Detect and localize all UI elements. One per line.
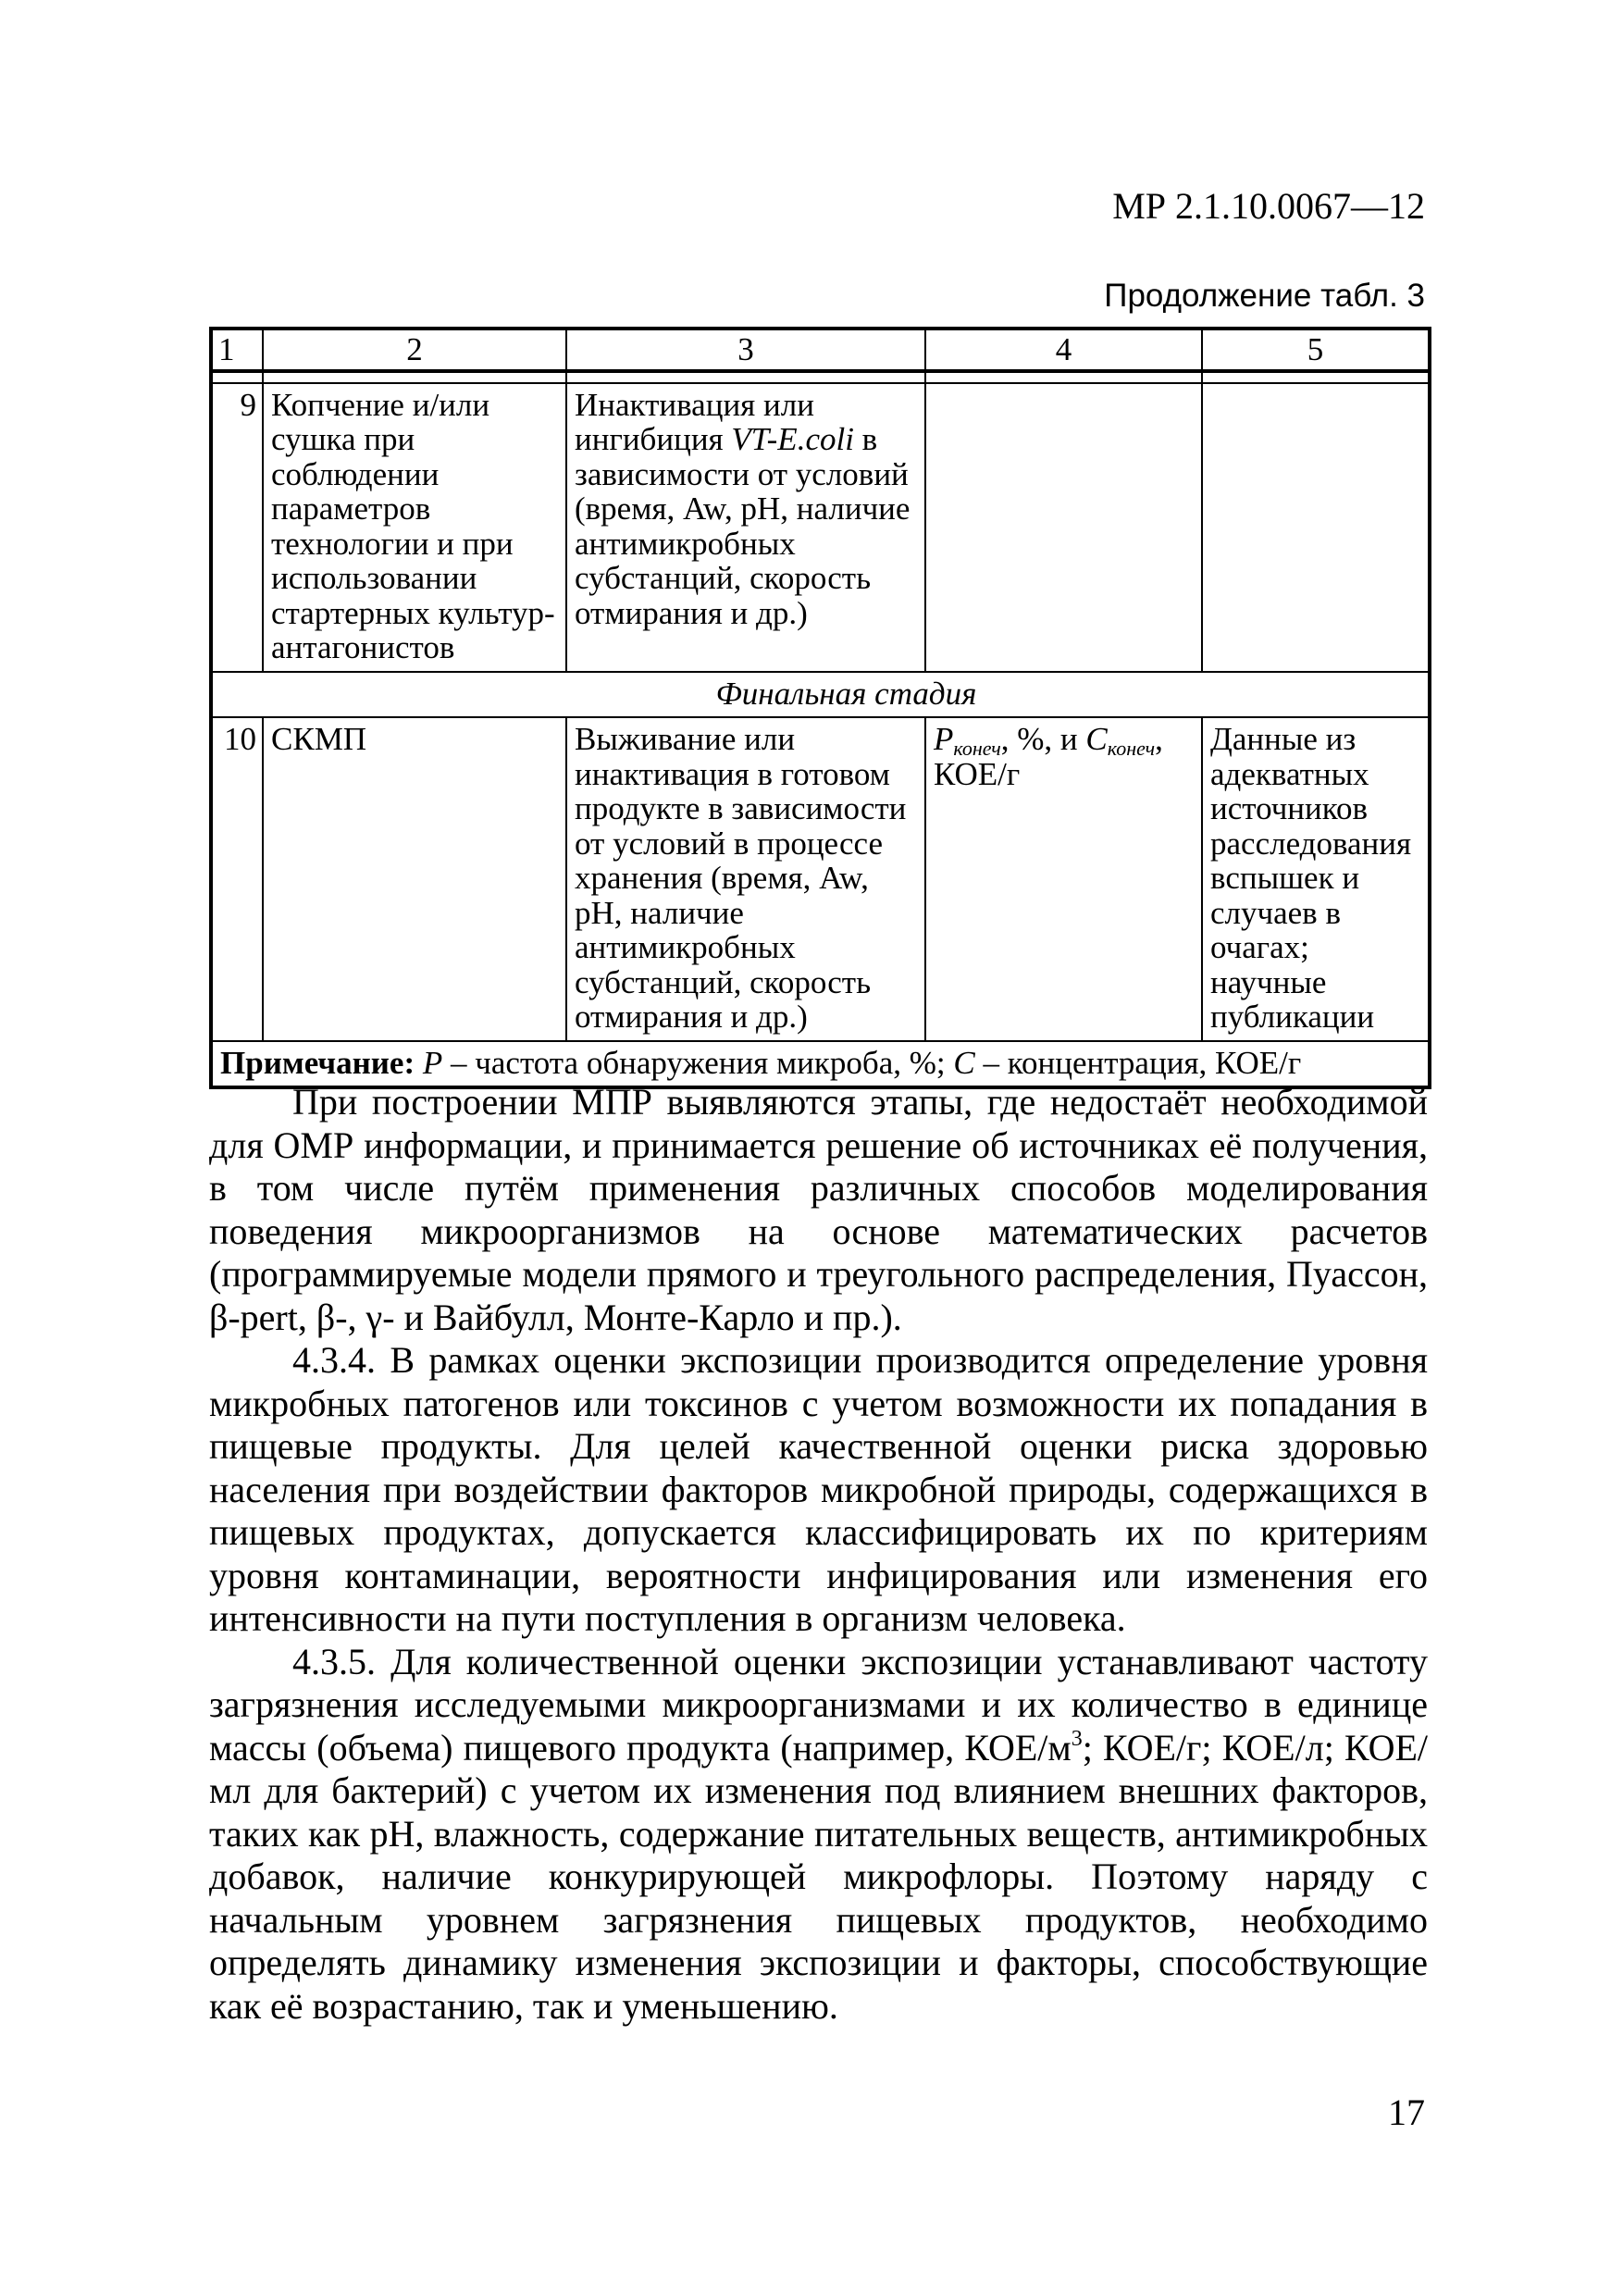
- column-header: 5: [1202, 329, 1430, 371]
- paragraph: [209, 1641, 1428, 2029]
- table-cell: Выживание или инактивация в готовом продукте в зависимости от условий в процессе хранения (время, Aw, pH, наличие антимикробных субстанций, скорость отмирания и др.): [566, 717, 925, 1041]
- paragraph-text: 4.3.5. Для количественной оценки экспозиции устанавливают частоту загрязнения исследуемыми микроорганизмами и их количество в единице массы (объема) пищевого продукта (например, КОЕ/м: [209, 1640, 1428, 1769]
- cell-text: Инактивация или ингибиция: [575, 386, 814, 457]
- superscript: 3: [1071, 1726, 1083, 1751]
- body-text: [209, 1081, 1428, 2028]
- organism-name: VT-E.coli: [731, 421, 854, 457]
- table-cell: [566, 383, 925, 672]
- table-cell: Копчение и/или сушка при соблюдении параметров технологии и при использовании стартерных культур-антагонистов: [263, 383, 566, 672]
- variable-c: C: [1085, 721, 1108, 757]
- note-text: – частота обнаружения микроба, %;: [442, 1044, 954, 1081]
- table-cell: [925, 383, 1202, 672]
- row-number: 10: [211, 717, 263, 1041]
- variable-p: P: [934, 721, 954, 757]
- note-text: – концентрация, КОЕ/г: [974, 1044, 1302, 1081]
- column-header: 1: [211, 329, 263, 371]
- cell-text: , КОЕ/г: [934, 721, 1163, 792]
- variable-c: C: [953, 1044, 975, 1081]
- stage-row: [211, 672, 1430, 718]
- paragraph-text: ; КОЕ/г; КОЕ/л; КОЕ/мл для бактерий) с учетом их изменения под влиянием внешних факторов, таких как pH, влажность, содержание питательных веществ, антимикробных добавок, наличие конкурирующей микрофлоры. Поэтому наряду с начальным уровнем загрязнения пищевых продуктов, необходимо определять динамику изменения экспозиции и факторы, способствующие как её возрастанию, так и уменьшению.: [209, 1726, 1429, 2027]
- table-cell: Данные из адекватных источников расследования вспышек и случаев в очагах; научные публикации: [1202, 717, 1430, 1041]
- table-cell: [1202, 383, 1430, 672]
- document-code: МР 2.1.10.0067—12: [1112, 185, 1425, 227]
- data-table: [209, 327, 1431, 1089]
- paragraph: 4.3.4. В рамках оценки экспозиции производится определение уровня микробных патогенов или токсинов с учетом возможности их попадания в пищевые продукты. Для целей качественной оценки риска здоровью населения при воздействии факторов микробной природы, содержащихся в пищевых продуктах, допускается классифицировать их по критериям уровня контаминации, вероятности инфицирования или изменения его интенсивности на пути поступления в организм человека.: [209, 1339, 1428, 1639]
- cell-text: в зависимости от условий (время, Aw, pH, наличие антимикробных субстанций, скорость отмирания и др.): [575, 421, 911, 631]
- table-row: [211, 717, 1430, 1041]
- column-header: 4: [925, 329, 1202, 371]
- table-cell: [925, 717, 1202, 1041]
- table-spacer-row: [211, 371, 1430, 383]
- table-caption: Продолжение табл. 3: [1104, 278, 1425, 314]
- variable-p: P: [422, 1044, 443, 1081]
- note-label: Примечание:: [220, 1044, 415, 1081]
- row-number: 9: [211, 383, 263, 672]
- stage-label: Финальная стадия: [263, 672, 1430, 718]
- page-number: 17: [1388, 2091, 1425, 2133]
- table-row: [211, 383, 1430, 672]
- column-header: 3: [566, 329, 925, 371]
- cell-text: , %, и: [1000, 721, 1086, 757]
- column-header: 2: [263, 329, 566, 371]
- table-cell: СКМП: [263, 717, 566, 1041]
- table-header-row: [211, 329, 1430, 371]
- subscript: конеч: [1107, 737, 1156, 760]
- subscript: конеч: [953, 737, 1001, 760]
- paragraph: При построении МПР выявляются этапы, где недостаёт необходимой для ОМР информации, и принимается решение об источниках её получения, в том числе путём применения различных способов моделирования поведения микроорганизмов на основе математических расчетов (программируемые модели прямого и треугольного распределения, Пуассон, β-pert, β-, γ- и Вайбулл, Монте-Карло и пр.).: [209, 1081, 1428, 1338]
